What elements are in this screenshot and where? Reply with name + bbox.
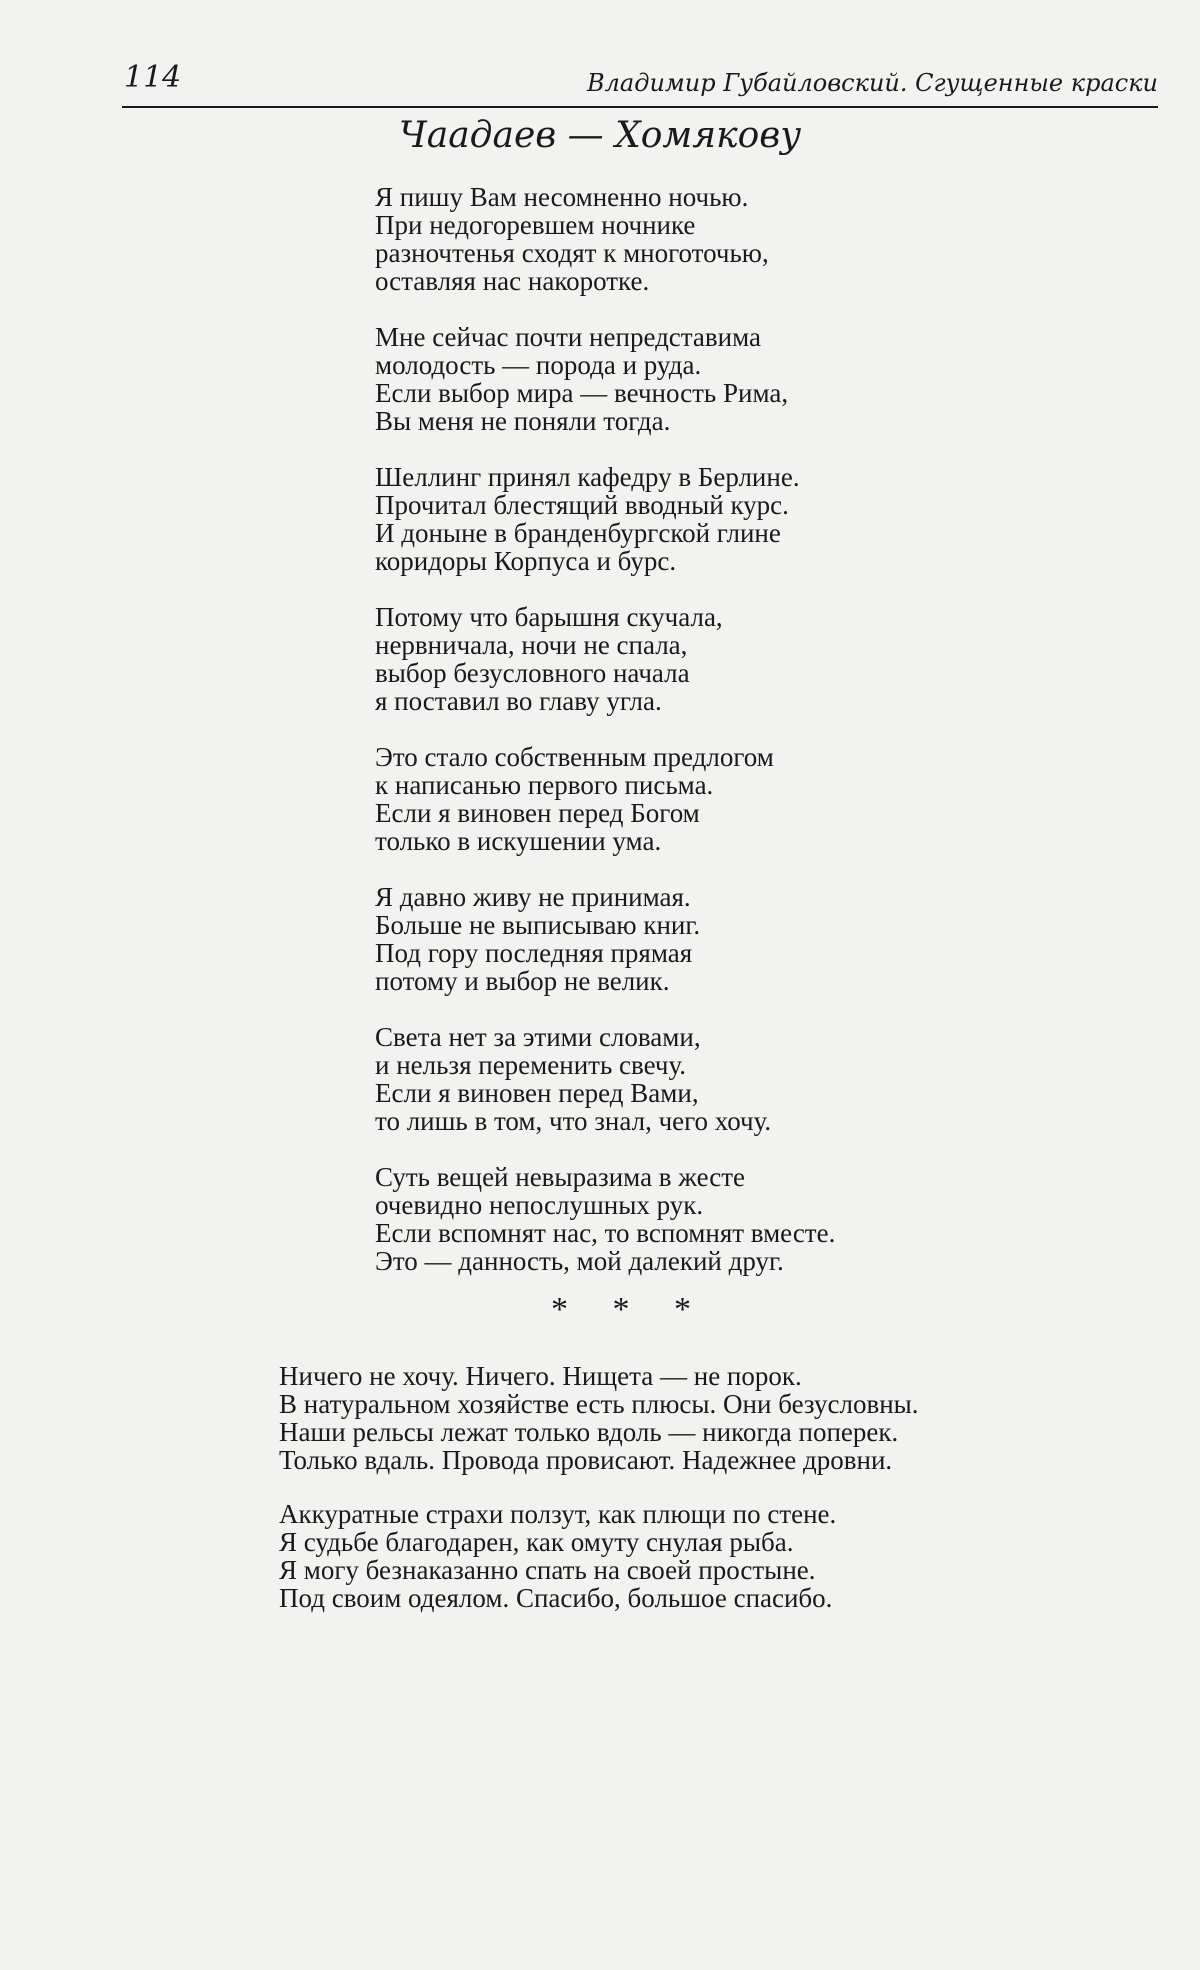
verse-line: очевидно непослушных рук. [375, 1190, 704, 1220]
verse-line: Я судьбе благодарен, как омуту снулая рыба. [279, 1527, 794, 1557]
verse-line: Вы меня не поняли тогда. [375, 406, 671, 436]
verse-line: Это — данность, мой далекий друг. [375, 1246, 784, 1276]
stanza [375, 183, 1015, 295]
verse-line: нервничала, ночи не спала, [375, 630, 688, 660]
verse-line: Если я виновен перед Богом [375, 798, 700, 828]
verse-line: Это стало собственным предлогом [375, 742, 774, 772]
verse-line: коридоры Корпуса и бурс. [375, 546, 677, 576]
verse-line: потому и выбор не велик. [375, 966, 670, 996]
poem-untitled [279, 1362, 1179, 1638]
verse-line: выбор безусловного начала [375, 658, 690, 688]
verse-line: При недогоревшем ночнике [375, 210, 696, 240]
verse-line: Мне сейчас почти непредставима [375, 322, 761, 352]
verse-line: Потому что барышня скучала, [375, 602, 723, 632]
verse-line: я поставил во главу угла. [375, 686, 662, 716]
stanza [375, 603, 1015, 715]
stanza [375, 463, 1015, 575]
verse-line: Больше не выписываю книг. [375, 910, 701, 940]
verse-line: Если я виновен перед Вами, [375, 1078, 699, 1108]
verse-line: Под гору последняя прямая [375, 938, 693, 968]
page-number: 114 [124, 60, 182, 95]
stanza [375, 883, 1015, 995]
verse-line: В натуральном хозяйстве есть плюсы. Они безусловны. [279, 1389, 919, 1419]
running-head: Владимир Губайловский. Сгущенные краски [587, 69, 1158, 97]
verse-line: то лишь в том, что знал, чего хочу. [375, 1106, 772, 1136]
stanza [375, 1163, 1015, 1275]
verse-line: Я могу безнаказанно спать на своей простыне. [279, 1555, 816, 1585]
verse-line: и нельзя переменить свечу. [375, 1050, 687, 1080]
stanza [375, 743, 1015, 855]
verse-line: молодость — порода и руда. [375, 350, 702, 380]
verse-line: Только вдаль. Провода провисают. Надежнее дровни. [279, 1445, 893, 1475]
verse-line: Если выбор мира — вечность Рима, [375, 378, 789, 408]
verse-line: оставляя нас накоротке. [375, 266, 650, 296]
stanza [375, 323, 1015, 435]
verse-line: Под своим одеялом. Спасибо, большое спасибо. [279, 1583, 833, 1613]
verse-line: Прочитал блестящий вводный курс. [375, 490, 789, 520]
poem-chaadaev [375, 183, 1015, 1303]
verse-line: к написанью первого письма. [375, 770, 714, 800]
verse-line: Суть вещей невыразима в жесте [375, 1162, 746, 1192]
page-header [122, 58, 1158, 108]
section-separator: * * * [551, 1291, 709, 1328]
verse-line: Шеллинг принял кафедру в Берлине. [375, 462, 800, 492]
verse-line: разночтенья сходят к многоточью, [375, 238, 769, 268]
stanza [279, 1500, 1179, 1612]
verse-line: Ничего не хочу. Ничего. Нищета — не порок. [279, 1361, 802, 1391]
verse-line: Если вспомнят нас, то вспомнят вместе. [375, 1218, 836, 1248]
verse-line: И доныне в бранденбургской глине [375, 518, 781, 548]
stanza [375, 1023, 1015, 1135]
stanza [279, 1362, 1179, 1474]
verse-line: Я пишу Вам несомненно ночью. [375, 182, 749, 212]
poem-title: Чаадаев — Хомякову [398, 115, 802, 156]
verse-line: Наши рельсы лежат только вдоль — никогда поперек. [279, 1417, 899, 1447]
verse-line: Света нет за этими словами, [375, 1022, 701, 1052]
verse-line: только в искушении ума. [375, 826, 662, 856]
verse-line: Я давно живу не принимая. [375, 882, 691, 912]
verse-line: Аккуратные страхи ползут, как плющи по стене. [279, 1499, 837, 1529]
